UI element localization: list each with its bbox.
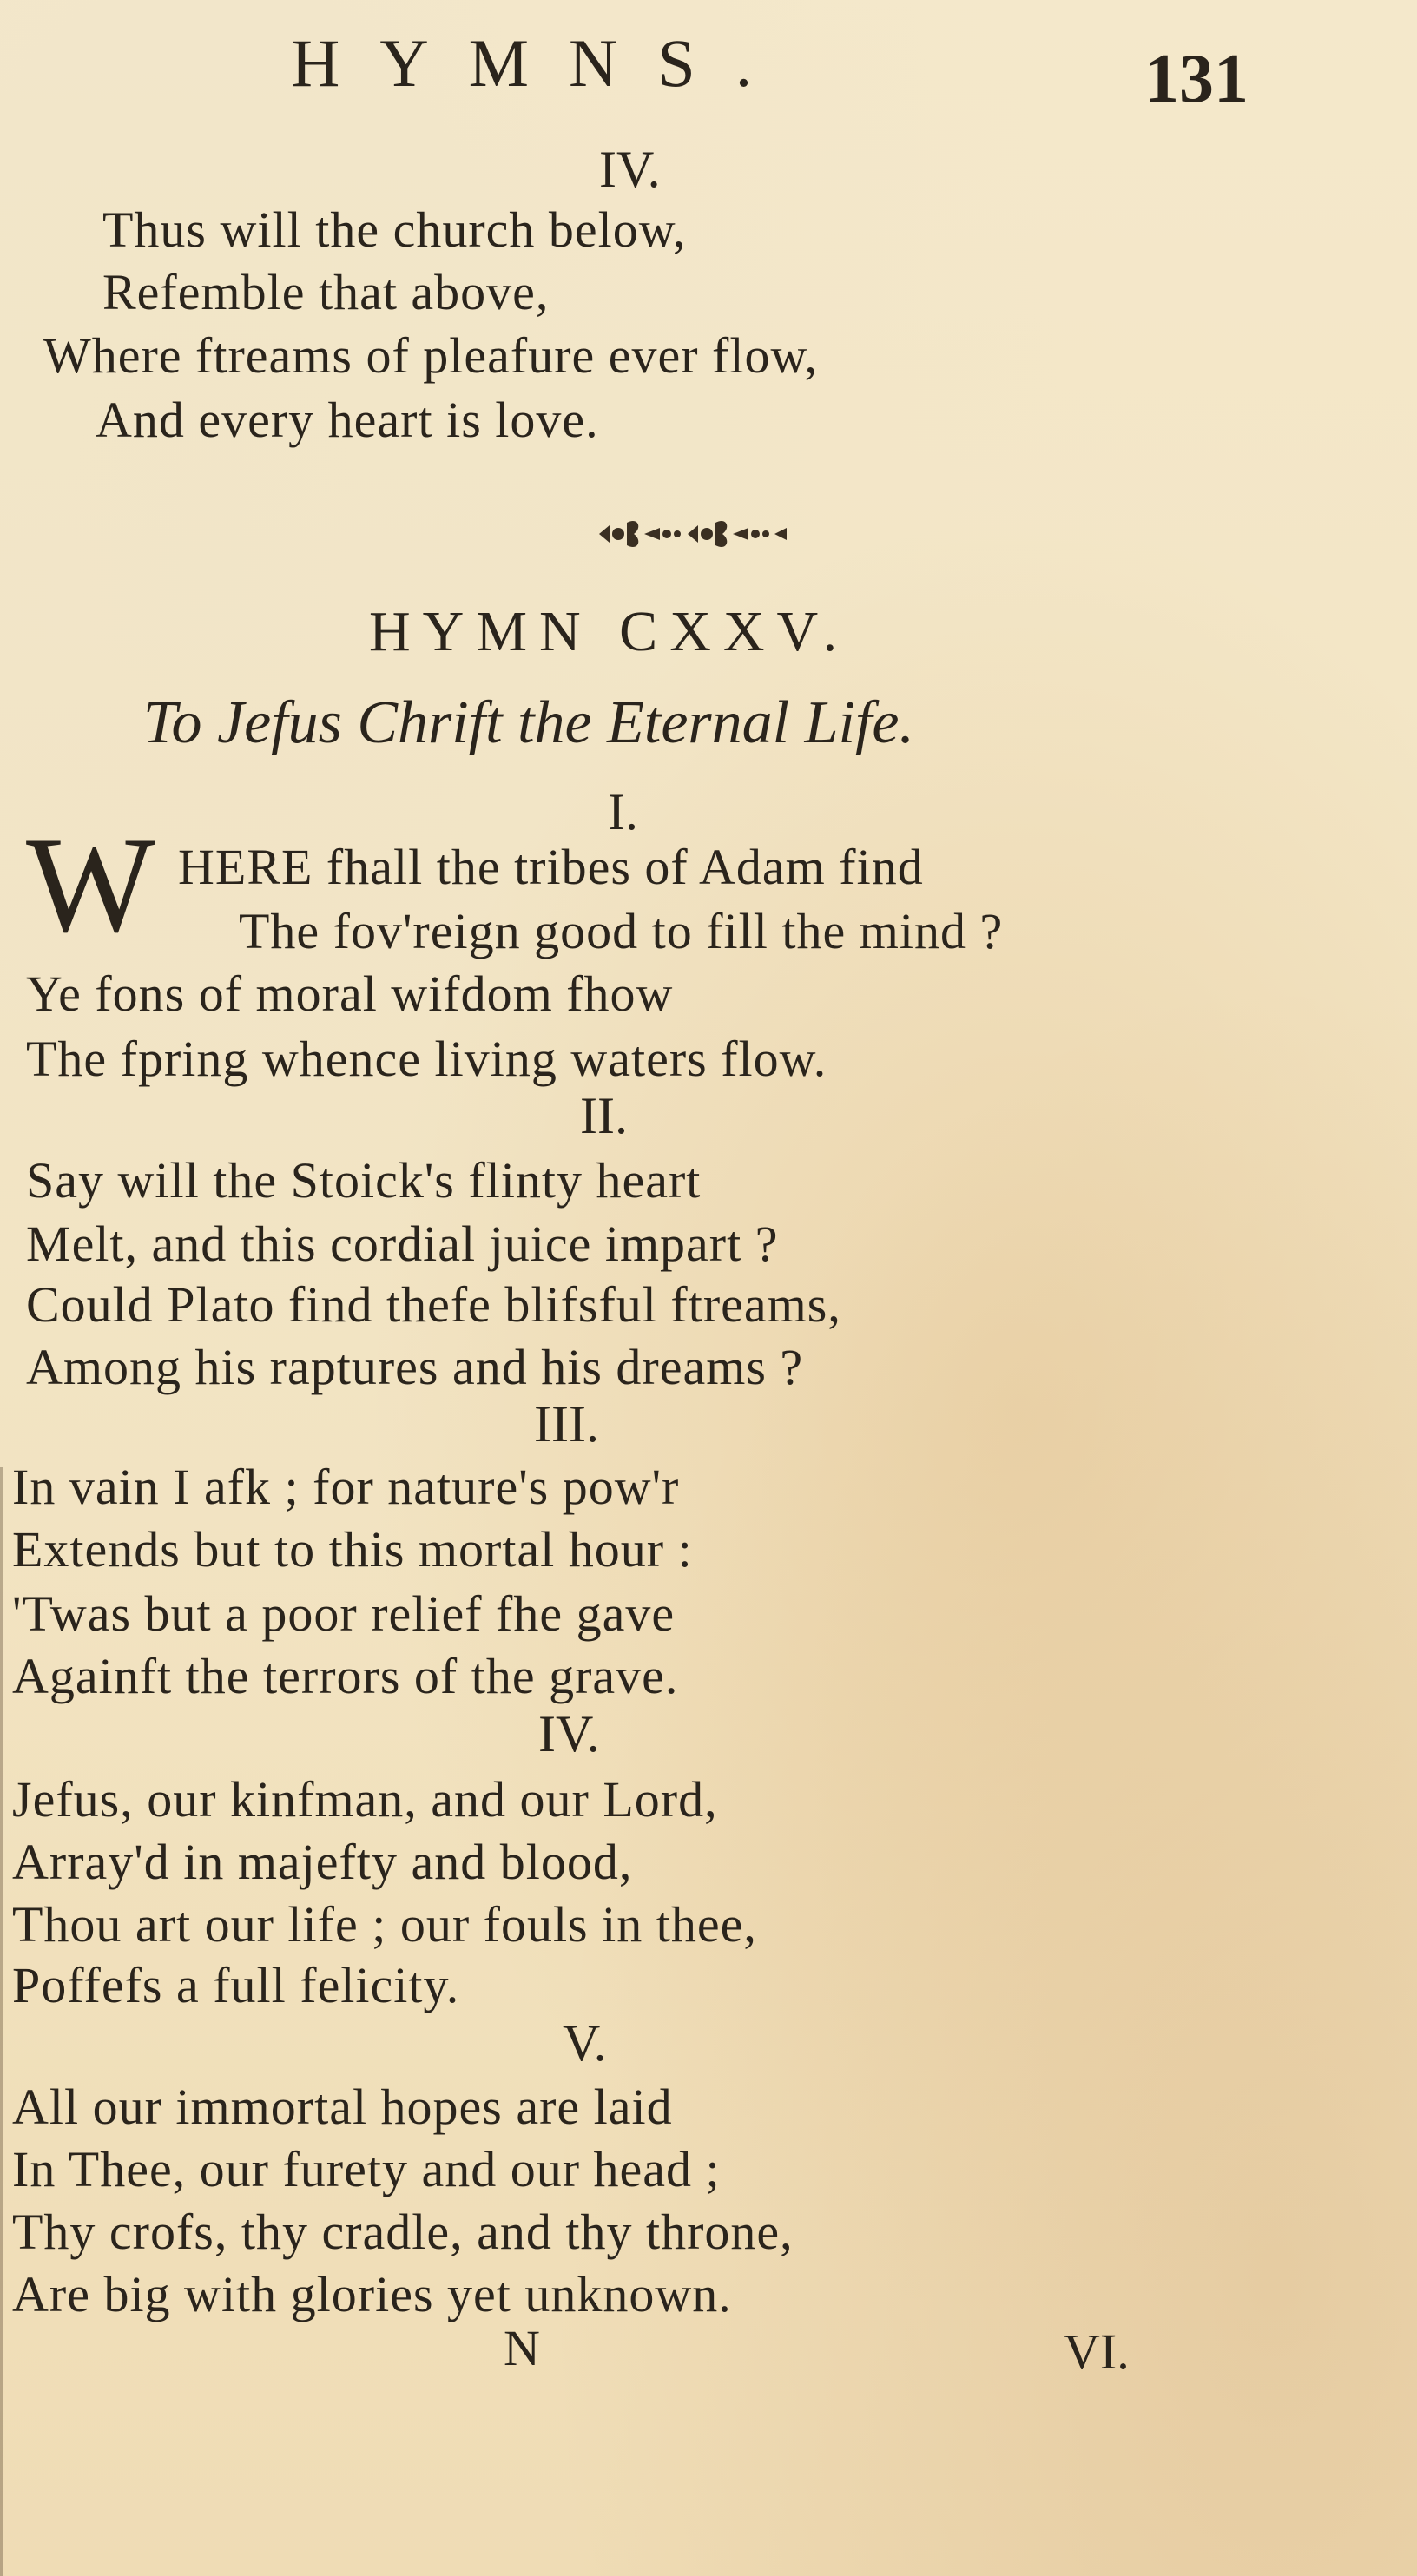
verse-line: Refemble that above, (102, 264, 550, 320)
verse-line: 'Twas but a poor relief fhe gave (12, 1585, 676, 1642)
stanza-number: IV. (538, 1705, 600, 1762)
catchword: VI. (1064, 2323, 1130, 2380)
stanza-number: I. (608, 783, 638, 840)
hymn-subtitle: To Jefus Chrift the Eternal Life. (143, 689, 914, 756)
verse-line: The fov'reign good to fill the mind ? (239, 903, 1004, 959)
printers-ornament (590, 512, 825, 556)
verse-line: Among his raptures and his dreams ? (26, 1339, 804, 1395)
hymn-title: HYMN CXXV. (369, 600, 850, 663)
verse-line: In Thee, our furety and our head ; (12, 2141, 721, 2197)
verse-line: Say will the Stoick's flinty heart (26, 1152, 702, 1209)
verse-line: Thy crofs, thy cradle, and thy throne, (12, 2204, 794, 2260)
verse-line: In vain I afk ; for nature's pow'r (12, 1459, 680, 1515)
verse-line: Ye fons of moral wifdom fhow (26, 965, 674, 1022)
verse-line: Array'd in majefty and blood, (12, 1834, 633, 1890)
verse-line: Extends but to this mortal hour : (12, 1521, 693, 1578)
signature-mark: N (504, 2320, 540, 2376)
verse-line: HERE fhall the tribes of Adam find (178, 839, 924, 895)
stanza-number: III. (534, 1395, 599, 1453)
verse-line: Againft the terrors of the grave. (12, 1648, 679, 1704)
verse-line: Jefus, our kinfman, and our Lord, (12, 1771, 718, 1828)
verse-line: Thus will the church below, (102, 201, 687, 258)
running-head (0, 24, 1417, 117)
verse-line: Where ftreams of pleafure ever flow, (43, 327, 819, 384)
verse-line: And every heart is love. (96, 392, 599, 448)
running-title: HYMNS. (291, 25, 793, 101)
verse-line: Are big with glories yet unknown. (12, 2266, 732, 2322)
stanza-number: V. (563, 2014, 607, 2072)
drop-cap: W (26, 809, 156, 961)
verse-line: All our immortal hopes are laid (12, 2079, 673, 2135)
verse-line: Melt, and this cordial juice impart ? (26, 1216, 779, 1272)
stanza-number: IV. (599, 141, 661, 198)
verse-line: The fpring whence living waters flow. (26, 1031, 827, 1087)
verse-line: Thou art our life ; our fouls in thee, (12, 1896, 757, 1953)
page-number: 131 (1144, 41, 1249, 117)
verse-line: Poffefs a full felicity. (12, 1957, 460, 2013)
verse-line: Could Plato find thefe blifsful ftreams, (26, 1276, 841, 1333)
stanza-number: II. (580, 1087, 628, 1144)
